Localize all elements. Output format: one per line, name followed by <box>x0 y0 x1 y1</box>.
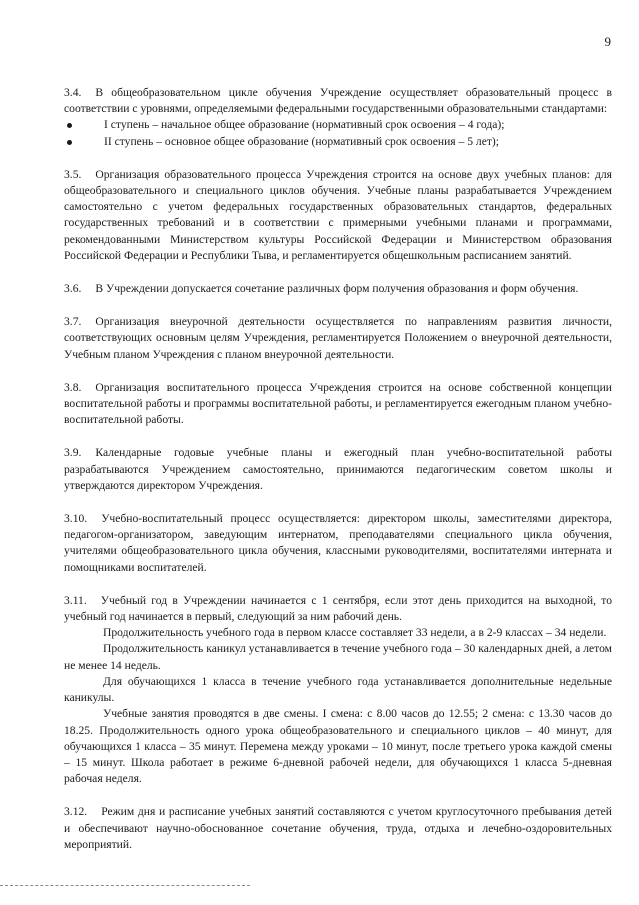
section-number: 3.4. <box>64 86 82 99</box>
section-3-10 <box>64 511 612 576</box>
section-number: 3.11. <box>64 593 87 607</box>
list-item: I ступень – начальное общее образование (нормативный срок освоения – 4 года); <box>64 117 612 133</box>
section-number: 3.6. <box>64 282 82 296</box>
section-3-7 <box>64 314 612 363</box>
section-number: 3.10. <box>64 512 88 526</box>
section-3-6 <box>64 281 612 297</box>
paragraph-text: Продолжительность каникул устанавливается в течение учебного года – 30 календарных дней, а летом не менее 14 недель. <box>64 642 612 672</box>
paragraph-text: Учебно-воспитательный процесс осуществляется: директором школы, заместителями директора, педагогом-организатором, заведующим интернатом, преподавателями специального цикла обучения, учителями общеобразовательного цикла обучения, классными руководителями, воспитателями интерната и помощниками воспитателей. <box>64 512 612 574</box>
paragraph-text: Для обучающихся 1 класса в течение учебного года устанавливается дополнительные недельные каникулы. <box>64 674 612 705</box>
paragraph-text: В Учреждении допускается сочетание различных форм получения образования и форм обучения. <box>95 282 579 296</box>
section-number: 3.9. <box>64 446 82 460</box>
page-number: 9 <box>604 34 611 49</box>
paragraph-text: Организация образовательного процесса Учреждения строится на основе двух учебных планов: для общеобразовательного и специального циклов обучения. Учебные планы разрабатывается Учреждением самостоятельно с учетом федеральных государственных образовательных стандартов, федеральных государственных требований и в соответствии с примерными учебными планами и программами, рекомендованными Министерством культуры Российской Федерации и Министерством образования Российской Федерации и Республики Тыва, и регламентируется общешкольным расписанием занятий. <box>64 167 612 262</box>
paragraph-text: В общеобразовательном цикле обучения Учреждение осуществляет образовательный процесс в соответствии с уровнями, определяемыми федеральными государственными образовательными стандартами: <box>64 86 612 116</box>
section-number: 3.8. <box>64 380 82 394</box>
document-body <box>64 85 612 870</box>
bullet-icon <box>67 140 72 145</box>
scan-edge-divider <box>0 885 250 887</box>
paragraph-text: Организация внеурочной деятельности осуществляется по направлениям развития личности, соответствующих основным целям Учреждения, регламентируется Положением о внеурочной деятельности, Учебным планом Учреждения с планом внеурочной деятельности. <box>64 315 612 361</box>
paragraph-text: Учебный год в Учреждении начинается с 1 сентября, если этот день приходится на выходной, то учебный год начинается в первый, следующий за ним рабочий день. <box>64 593 612 624</box>
section-3-11 <box>64 593 612 787</box>
section-number: 3.12. <box>64 805 88 819</box>
bullet-list <box>64 117 612 149</box>
section-number: 3.5. <box>64 167 82 181</box>
section-3-4 <box>64 85 612 150</box>
list-item: II ступень – основное общее образование (нормативный срок освоения – 5 лет); <box>64 134 612 150</box>
section-3-12 <box>64 804 612 853</box>
bullet-icon <box>67 123 72 128</box>
paragraph-text: Учебные занятия проводятся в две смены. I смена: с 8.00 часов до 12.55; 2 смена: с 13.30 часов до 18.25. Продолжительность одного урока общеобразовательного и специального циклов – 40 минут, для обучающихся 1 класса – 35 минут. Перемена между уроками – 10 минут, после третьего урока каждой смены – 15 минут. Школа работает в режиме 6-дневной рабочей недели, для обучающихся 1 класса 5-дневная рабочая неделя. <box>64 707 612 786</box>
paragraph-text: Продолжительность учебного года в первом классе составляет 33 недели, а в 2-9 классах – 34 недели. <box>103 626 607 640</box>
section-number: 3.7. <box>64 315 82 329</box>
section-3-9 <box>64 445 612 494</box>
section-3-5 <box>64 167 612 264</box>
paragraph-text: Организация воспитательного процесса Учреждения строится на основе собственной концепции воспитательной работы и программы воспитательной работы, и регламентируется ежегодным планом учебно-воспитательной работы. <box>64 380 612 427</box>
paragraph-text: Режим дня и расписание учебных занятий составляются с учетом круглосуточного пребывания детей и обеспечивают научно-обоснованное сочетание обучения, труда, отдыха и лечебно-оздоровительных мероприятий. <box>64 805 612 851</box>
section-3-8 <box>64 380 612 429</box>
paragraph-text: Календарные годовые учебные планы и ежегодный план учебно-воспитательной работы разрабатываются Учреждением самостоятельно, принимаются педагогическим советом школы и утверждаются директором Учреждения. <box>64 446 612 492</box>
